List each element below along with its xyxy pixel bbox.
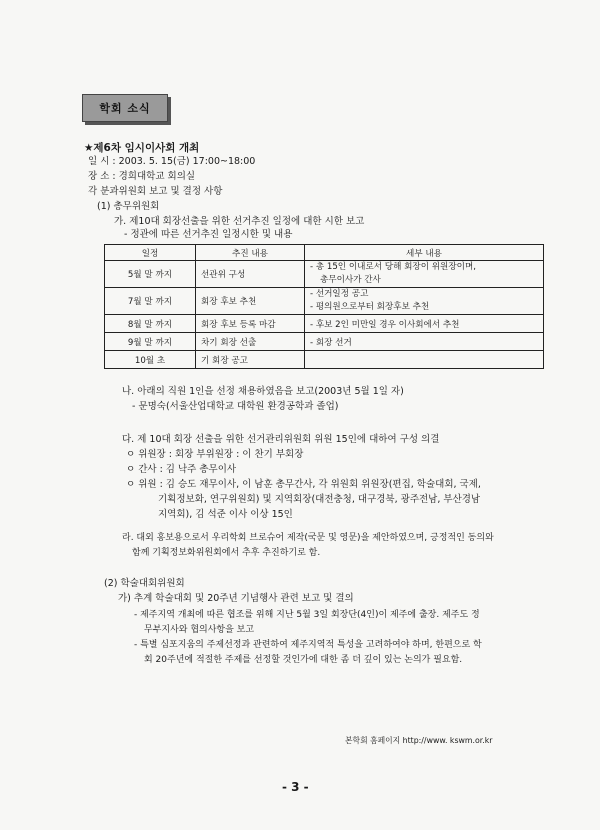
s2-item: - 제주지역 개최에 따른 협조를 위해 지난 5월 3일 회장단(4인)이 제주에 출장. 제주도 정 — [134, 610, 480, 620]
s1-ga-sub: - 정관에 따른 선거추진 일정시한 및 내용 — [124, 229, 293, 240]
da-item: ㅇ 간사 : 김 낙주 총무이사 — [126, 464, 237, 475]
date-cell: 7월 말 까지 — [105, 288, 196, 315]
detail-line: 총무이사가 간사 — [320, 275, 381, 285]
schedule-table — [104, 244, 544, 369]
table-row — [105, 261, 544, 288]
date-cell: 8월 말 까지 — [105, 315, 196, 333]
meeting-agenda: 각 분과위원회 보고 및 결정 사항 — [88, 186, 223, 197]
s2-ga: 가) 추계 학술대회 및 20주년 기념행사 관련 보고 및 결의 — [118, 593, 354, 604]
da-item: ㅇ 위원장 : 회장 부위원장 : 이 찬기 부회장 — [126, 449, 304, 460]
header-cell: 일정 — [105, 245, 196, 261]
task-cell: 기 회장 공고 — [196, 351, 305, 369]
date-cell: 5월 말 까지 — [105, 261, 196, 288]
meeting-place: 장 소 : 경희대학교 회의실 — [88, 171, 196, 182]
date-cell: 10월 초 — [105, 351, 196, 369]
detail-cell — [305, 288, 544, 315]
section-badge: 학회 소식 — [82, 94, 168, 122]
s2-item: - 특별 심포지움의 주제선정과 관련하여 제주지역적 특성을 고려하여야 하며, 한편으로 학 — [134, 640, 482, 650]
s1-title: (1) 총무위원회 — [97, 201, 160, 212]
table-row — [105, 351, 544, 369]
meeting-heading: ★제6차 임시이사회 개최 — [84, 142, 200, 154]
s1-na: 나. 아래의 직원 1인을 선정 채용하였음을 보고(2003년 5월 1일 자) — [122, 386, 404, 397]
da-item: ㅇ 위원 : 김 승도 재무이사, 이 남훈 총무간사, 각 위원회 위원장(편집, 학술대회, 국제, — [126, 479, 481, 490]
table-row — [105, 315, 544, 333]
task-cell: 회장 후보 추천 — [196, 288, 305, 315]
task-cell: 회장 후보 등록 마감 — [196, 315, 305, 333]
meeting-date: 일 시 : 2003. 5. 15(금) 17:00~18:00 — [88, 156, 256, 167]
footer-homepage: 본학회 홈페이지 http://www. kswm.or.kr — [345, 736, 493, 745]
task-cell: 선관위 구성 — [196, 261, 305, 288]
table-header-row — [105, 245, 544, 261]
detail-cell — [305, 261, 544, 288]
da-item: 지역회), 김 석준 이사 이상 15인 — [158, 509, 293, 520]
detail-cell — [305, 351, 544, 369]
s1-da: 다. 제 10대 회장 선출을 위한 선거관리위원회 위원 15인에 대하여 구성 의결 — [122, 434, 440, 445]
header-cell: 추진 내용 — [196, 245, 305, 261]
s2-item: 무부지사와 협의사항을 보고 — [144, 625, 255, 635]
s1-ga: 가. 제10대 회장선출을 위한 선거추진 일정에 대한 시한 보고 — [114, 216, 365, 227]
table-row — [105, 333, 544, 351]
detail-line: - 선거일정 공고 — [310, 289, 369, 299]
da-item: 기획정보화, 연구위원회) 및 지역회장(대전충청, 대구경북, 광주전남, 부산경남 — [158, 494, 481, 505]
detail-line: - 평의원으로부터 회장후보 추천 — [310, 302, 430, 312]
task-cell: 차기 회장 선출 — [196, 333, 305, 351]
page-number: - 3 - — [282, 780, 309, 794]
detail-cell: - 후보 2인 미만일 경우 이사회에서 추천 — [305, 315, 544, 333]
s2-title: (2) 학술대회위원회 — [104, 578, 185, 589]
s1-na-sub: - 문명숙(서울산업대학교 대학원 환경공학과 졸업) — [132, 401, 339, 412]
detail-cell: - 회장 선거 — [305, 333, 544, 351]
table-row — [105, 288, 544, 315]
header-cell: 세부 내용 — [305, 245, 544, 261]
detail-line: - 총 15인 이내로서 당해 회장이 위원장이며, — [310, 262, 476, 272]
s1-ra-line: 함께 기획정보화위원회에서 추후 추진하기로 함. — [132, 548, 321, 558]
s1-ra-line: 라. 대외 홍보용으로서 우리학회 브로슈어 제작(국문 및 영문)을 제안하였으며, 긍정적인 동의와 — [122, 533, 494, 543]
date-cell: 9월 말 까지 — [105, 333, 196, 351]
s2-item: 회 20주년에 적절한 주제를 선정할 것인가에 대한 좀 더 깊이 있는 논의가 필요함. — [144, 655, 463, 665]
